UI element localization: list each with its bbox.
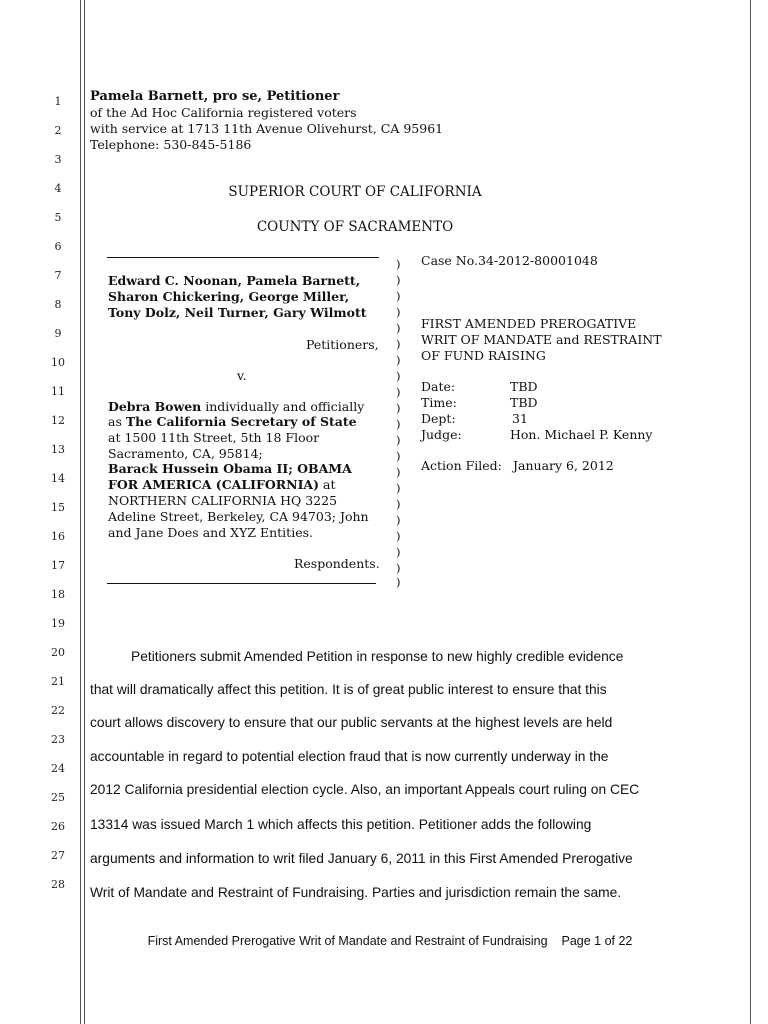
paren: ): [396, 575, 401, 589]
line-number: 3: [54, 153, 62, 166]
caption-top-rule: [107, 257, 379, 258]
document-title: FIRST AMENDED PREROGATIVE: [421, 316, 637, 331]
versus: v.: [237, 368, 247, 383]
line-number: 6: [54, 240, 62, 253]
filer-service-address: with service at 1713 11th Avenue Olivehurst, CA 95961: [90, 121, 444, 136]
page-footer: [90, 934, 690, 948]
line-number: 17: [51, 559, 65, 572]
paren: ): [396, 449, 401, 463]
footer-title: First Amended Prerogative Writ of Mandate and Restraint of Fundraising: [147, 934, 548, 948]
body-line: 2012 California presidential election cycle. Also, an important Appeals court ruling on CEC: [90, 782, 640, 797]
case-number: Case No.34-2012-80001048: [421, 253, 598, 268]
court-county: COUNTY OF SACRAMENTO: [256, 219, 454, 235]
respondent-2-org-line: [108, 477, 336, 492]
line-number: 23: [51, 733, 65, 746]
footer-page-number: Page 1 of 22: [561, 934, 633, 948]
body-line: 13314 was issued March 1 which affects this petition. Petitioner adds the following: [90, 817, 592, 832]
respondent-2-address: NORTHERN CALIFORNIA HQ 3225: [108, 493, 338, 508]
paren: ): [396, 321, 401, 335]
line-number: 28: [51, 878, 65, 891]
right-margin-rule: [750, 0, 751, 1024]
respondent-1-address: Sacramento, CA, 95814;: [108, 446, 263, 461]
paren: ): [396, 497, 401, 511]
paren: ): [396, 401, 401, 415]
line-number: 22: [51, 704, 65, 717]
body-line: Petitioners submit Amended Petition in response to new highly credible evidence: [131, 649, 624, 664]
paren: ): [396, 513, 401, 527]
paren: ): [396, 545, 401, 559]
dept-value: 31: [512, 411, 528, 426]
line-number: 16: [51, 530, 65, 543]
line-number: 19: [51, 617, 65, 630]
respondent-1-rest: individually and officially: [201, 399, 365, 414]
line-number: 2: [54, 124, 62, 137]
document-title: OF FUND RAISING: [421, 348, 546, 363]
caption-bottom-rule: [107, 583, 376, 584]
line-number: 12: [51, 414, 65, 427]
line-number: 14: [51, 472, 65, 485]
hearing-date-value: TBD: [510, 379, 538, 394]
line-number: 15: [51, 501, 65, 514]
line-number: 1: [54, 95, 62, 108]
hearing-time-label: Time:: [421, 395, 457, 410]
hearing-time-value: TBD: [510, 395, 538, 410]
respondent-1-line: [108, 399, 364, 414]
respondent-2-org: FOR AMERICA (CALIFORNIA): [108, 477, 320, 492]
respondents-label: Respondents.: [294, 556, 380, 571]
line-number: 5: [54, 211, 62, 224]
respondent-2-at: at: [319, 477, 336, 492]
filer-organization: of the Ad Hoc California registered voters: [90, 105, 357, 120]
respondent-1-as: as: [108, 414, 126, 429]
paren: ): [396, 465, 401, 479]
respondent-2-name: Barack Hussein Obama II; OBAMA: [108, 461, 352, 476]
dept-label: Dept:: [421, 411, 456, 426]
filer-name: Pamela Barnett, pro se, Petitioner: [90, 89, 340, 104]
line-number: 20: [51, 646, 65, 659]
paren: ): [396, 353, 401, 367]
judge-label: Judge:: [421, 427, 462, 442]
body-line: arguments and information to writ filed January 6, 2011 in this First Amended Prerogative: [90, 851, 633, 866]
action-filed-label: Action Filed:: [421, 458, 502, 473]
petitioners-label: Petitioners,: [306, 337, 379, 352]
paren: ): [396, 385, 401, 399]
paren: ): [396, 481, 401, 495]
paren: ): [396, 369, 401, 383]
respondent-1-office: The California Secretary of State: [125, 414, 357, 429]
line-number: 21: [51, 675, 65, 688]
body-line: court allows discovery to ensure that our public servants at the highest levels are held: [90, 715, 613, 730]
petitioner-names: Sharon Chickering, George Miller,: [108, 289, 350, 304]
document-title: WRIT OF MANDATE and RESTRAINT: [421, 332, 662, 347]
filer-telephone: Telephone: 530-845-5186: [90, 137, 252, 152]
paren: ): [396, 529, 401, 543]
paren: ): [396, 257, 401, 271]
paren: ): [396, 289, 401, 303]
line-number: 27: [51, 849, 65, 862]
body-line: accountable in regard to potential election fraud that is now currently underway in the: [90, 749, 609, 764]
line-number: 7: [54, 269, 62, 282]
petitioner-names: Edward C. Noonan, Pamela Barnett,: [108, 273, 361, 288]
respondent-1-name: Debra Bowen: [108, 399, 202, 414]
petitioner-names: Tony Dolz, Neil Turner, Gary Wilmott: [108, 305, 367, 320]
hearing-date-label: Date:: [421, 379, 456, 394]
respondent-2-address: Adeline Street, Berkeley, CA 94703; John: [108, 509, 369, 524]
line-number: 13: [51, 443, 65, 456]
line-number: 24: [51, 762, 65, 775]
line-number: 8: [54, 298, 62, 311]
line-number: 25: [51, 791, 65, 804]
respondent-1-address: at 1500 11th Street, 5th 18 Floor: [108, 430, 320, 445]
paren: ): [396, 417, 401, 431]
court-title: SUPERIOR COURT OF CALIFORNIA: [228, 184, 482, 200]
paren: ): [396, 561, 401, 575]
body-line: that will dramatically affect this petition. It is of great public interest to ensure that this: [90, 682, 607, 697]
line-number: 9: [54, 327, 62, 340]
line-number: 26: [51, 820, 65, 833]
respondent-2-address: and Jane Does and XYZ Entities.: [108, 525, 313, 540]
judge-value: Hon. Michael P. Kenny: [510, 427, 653, 442]
paren: ): [396, 433, 401, 447]
left-margin-rule-outer: [80, 0, 81, 1024]
paren: ): [396, 273, 401, 287]
paren: ): [396, 337, 401, 351]
line-number: 4: [54, 182, 62, 195]
line-number: 11: [51, 385, 65, 398]
paren: ): [396, 305, 401, 319]
line-number: 10: [51, 356, 65, 369]
action-filed-value: January 6, 2012: [513, 458, 614, 473]
body-line: Writ of Mandate and Restraint of Fundraising. Parties and jurisdiction remain the same.: [90, 885, 622, 900]
line-number: 18: [51, 588, 65, 601]
left-margin-rule-inner: [84, 0, 85, 1024]
respondent-1-office-line: [108, 414, 357, 429]
